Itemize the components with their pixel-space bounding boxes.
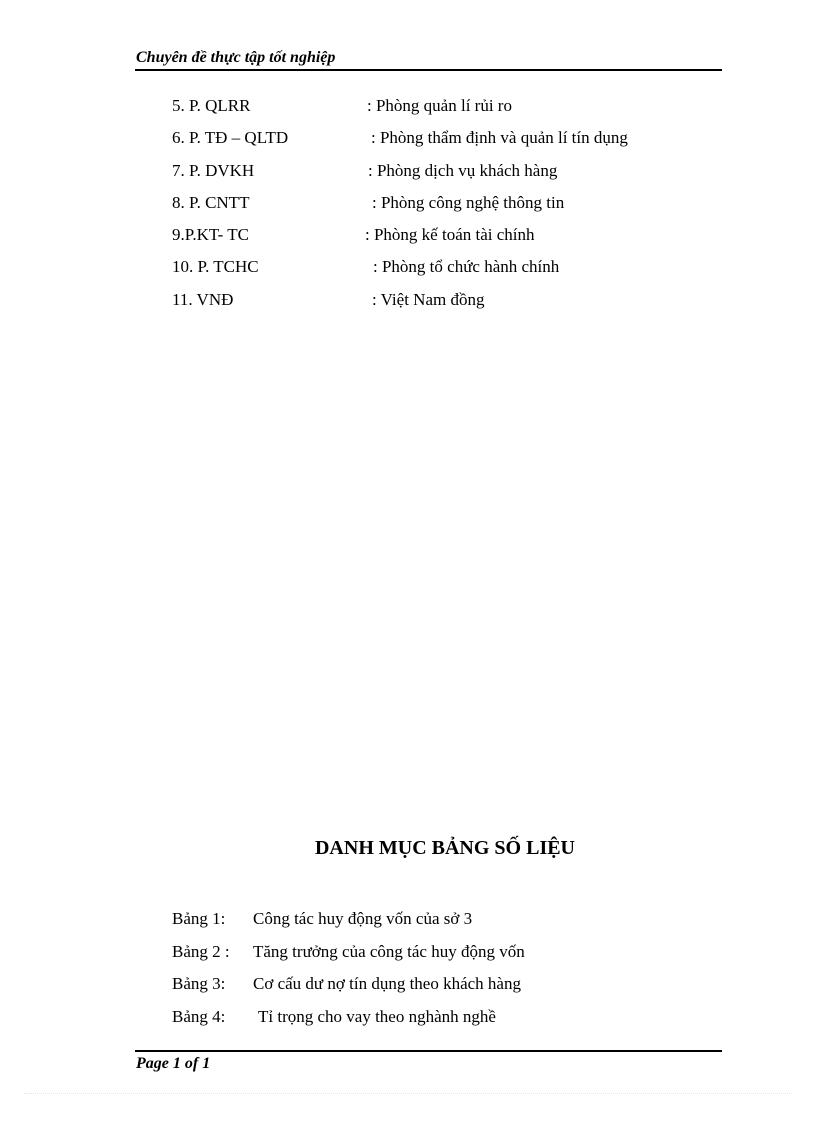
table-label: Bảng 1: (172, 909, 226, 928)
tables-section-title: DANH MỤC BẢNG SỐ LIỆU (314, 837, 576, 859)
table-list-item (172, 1006, 732, 1039)
abbreviation-description: : Phòng kế toán tài chính (365, 225, 535, 245)
abbreviation-code: 7. P. DVKH (172, 160, 255, 180)
abbreviation-row (172, 224, 732, 256)
table-caption: Tăng trưởng của công tác huy động vốn (253, 941, 525, 961)
abbreviation-description: : Phòng quản lí rủi ro (367, 96, 512, 115)
header-divider (135, 69, 722, 71)
abbreviation-code: 9.P.KT- TC (172, 225, 249, 245)
abbreviation-row (172, 256, 732, 288)
abbreviation-list (172, 95, 732, 321)
table-label: Bảng 4: (172, 1007, 226, 1027)
abbreviation-description: : Phòng tổ chức hành chính (373, 257, 560, 277)
page-header-title: Chuyên đề thực tập tốt nghiệp (136, 49, 336, 66)
abbreviation-code: 8. P. CNTT (172, 192, 250, 212)
abbreviation-description: : Phòng dịch vụ khách hàng (368, 160, 558, 180)
abbreviation-row (172, 127, 732, 159)
table-list-item (172, 908, 732, 941)
abbreviation-row (172, 95, 732, 127)
table-list-item (172, 973, 732, 1006)
tables-list (172, 908, 732, 1039)
footer-divider (135, 1050, 722, 1052)
abbreviation-row (172, 289, 732, 321)
abbreviation-description: : Phòng công nghệ thông tin (372, 192, 565, 212)
table-caption: Tỉ trọng cho vay theo nghành nghề (258, 1007, 496, 1027)
table-label: Bảng 2 : (172, 941, 230, 961)
table-label: Bảng 3: (172, 974, 226, 994)
table-caption: Cơ cấu dư nợ tín dụng theo khách hàng (253, 974, 521, 994)
abbreviation-description: : Phòng thẩm định và quản lí tín dụng (371, 128, 628, 148)
page-edge-line (24, 1093, 792, 1094)
abbreviation-description: : Việt Nam đồng (372, 289, 485, 309)
abbreviation-code: 5. P. QLRR (172, 96, 251, 115)
abbreviation-row (172, 160, 732, 192)
page-number: Page 1 of 1 (136, 1055, 211, 1072)
abbreviation-code: 10. P. TCHC (172, 257, 259, 277)
table-list-item (172, 941, 732, 974)
abbreviation-code: 11. VNĐ (172, 289, 234, 309)
abbreviation-row (172, 192, 732, 224)
table-caption: Công tác huy động vốn của sở 3 (253, 909, 473, 928)
abbreviation-code: 6. P. TĐ – QLTD (172, 128, 289, 148)
